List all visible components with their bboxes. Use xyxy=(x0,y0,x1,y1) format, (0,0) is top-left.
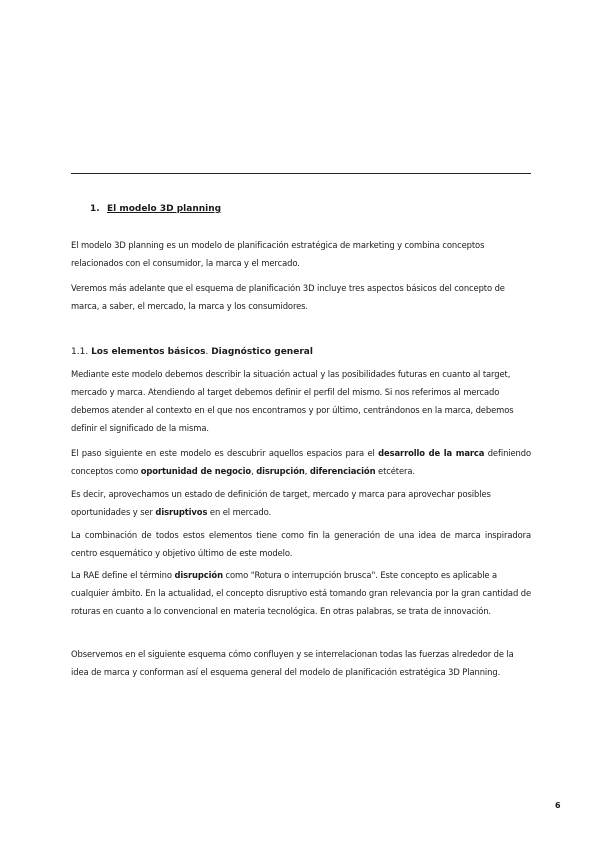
subsection-subtitle: Diagnóstico general xyxy=(211,347,313,357)
subsection-title: Los elementos básicos xyxy=(91,347,206,357)
paragraph-opportunities: Es decir, aprovechamos un estado de definición de target, mercado y marca para aprovechar posibles oportunidades y ser disruptivos en el mercado. xyxy=(71,489,491,517)
emphasis-desarrollo: desarrollo de la marca xyxy=(378,448,485,458)
intro-paragraph-2: Veremos más adelante que el esquema de planificación 3D incluye tres aspectos básicos del concepto de marca, a saber, el mercado, la marca y los consumidores. xyxy=(71,283,505,311)
section-number: 1. xyxy=(90,204,100,214)
emphasis-disruptivos: disruptivos xyxy=(155,507,208,517)
emphasis-disrupcion-term: disrupción xyxy=(174,570,223,580)
paragraph-combination: La combinación de todos estos elementos tiene como fin la generación de una idea de marca inspiradora centro esquemático y objetivo último de este modelo. xyxy=(71,530,531,558)
emphasis-disrupcion: disrupción xyxy=(256,466,305,476)
section-heading xyxy=(90,204,221,214)
paragraph-description: Mediante este modelo debemos describir la situación actual y las posibilidades futuras en cuanto al target, mercado y marca. Atendiendo al target debemos definir el perfil del mismo. Si nos referimos al mercado debemos atender al contexto en el que nos encontramos y por último, centrándonos en la marca, debemos definir el significado de la misma. xyxy=(71,369,514,433)
subsection-heading: 1.1. Los elementos básicos. Diagnóstico general xyxy=(71,347,313,357)
intro-paragraph-1: El modelo 3D planning es un modelo de planificación estratégica de marketing y combina conceptos relacionados con el consumidor, la marca y el mercado. xyxy=(71,240,485,268)
section-title: El modelo 3D planning xyxy=(107,204,222,214)
emphasis-oportunidad: oportunidad de negocio xyxy=(140,466,252,476)
paragraph-next-step: El paso siguiente en este modelo es descubrir aquellos espacios para el desarrollo de la marca definiendo conceptos como oportunidad de negocio, disrupción, diferenciación etcétera. xyxy=(71,448,531,476)
paragraph-definition: La RAE define el término disrupción como "Rotura o interrupción brusca". Este concepto es aplicable a cualquier ámbito. En la actualidad, el concepto disruptivo está tomando gran relevancia por la gran cantidad de roturas en cuanto a lo convencional en materia tecnológica. En otras palabras, se trata de innovación. xyxy=(71,570,531,616)
paragraph-scheme: Observemos en el siguiente esquema cómo confluyen y se interrelacionan todas las fuerzas alrededor de la idea de marca y conforman así el esquema general del modelo de planificación estratégica 3D Planning. xyxy=(71,649,514,677)
page-number: 6 xyxy=(555,801,561,810)
emphasis-diferenciacion: diferenciación xyxy=(309,466,376,476)
header-divider xyxy=(71,173,531,174)
subsection-number: 1.1. xyxy=(71,347,89,357)
